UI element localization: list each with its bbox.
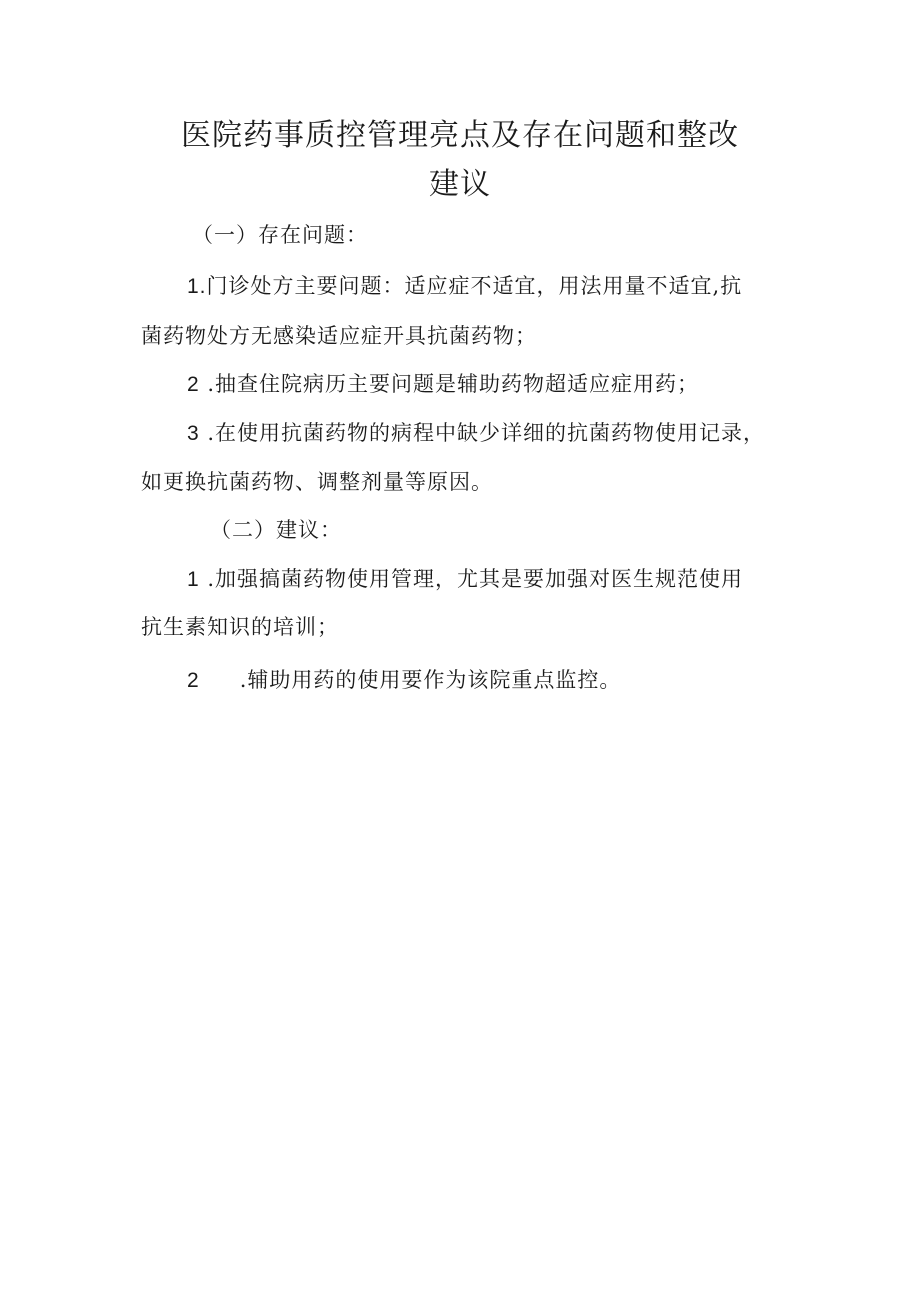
suggestion-item-1-number: 1 (187, 568, 200, 591)
document-title-line1: 医院药事质控管理亮点及存在问题和整改 (181, 118, 739, 153)
problem-item-2-number: 2 (187, 373, 200, 396)
problem-item-3-text: .在使用抗菌药物的病程中缺少详细的抗菌药物使用记录， (207, 421, 766, 445)
section-heading-suggestions: （二）建议： (210, 518, 342, 542)
problem-item-3-line1 (187, 417, 765, 447)
suggestion-item-1-text: .加强搞菌药物使用管理，尤其是要加强对医生规范使用 (207, 567, 744, 591)
suggestion-item-2-text: .辅助用药的使用要作为该院重点监控。 (239, 668, 622, 692)
suggestion-item-2 (187, 664, 621, 694)
suggestion-item-2-number: 2 (187, 669, 200, 692)
problem-item-3-number: 3 (187, 422, 200, 445)
suggestion-item-1-line1 (187, 563, 743, 593)
problem-item-2-text: .抽查住院病历主要问题是辅助药物超适应症用药； (207, 372, 700, 396)
problem-item-2 (187, 368, 699, 398)
section-heading-problems: （一）存在问题： (192, 223, 368, 247)
problem-item-1-number: 1. (187, 275, 207, 298)
document-title-line2: 建议 (429, 167, 491, 202)
problem-item-3-line2: 如更换抗菌药物、调整剂量等原因。 (141, 470, 493, 494)
suggestion-item-1-line2: 抗生素知识的培训； (141, 615, 339, 639)
problem-item-1-line1 (187, 270, 742, 300)
problem-item-1-line2: 菌药物处方无感染适应症开具抗菌药物； (141, 324, 537, 348)
problem-item-1-text: 门诊处方主要问题：适应症不适宜，用法用量不适宜,抗 (206, 274, 743, 298)
